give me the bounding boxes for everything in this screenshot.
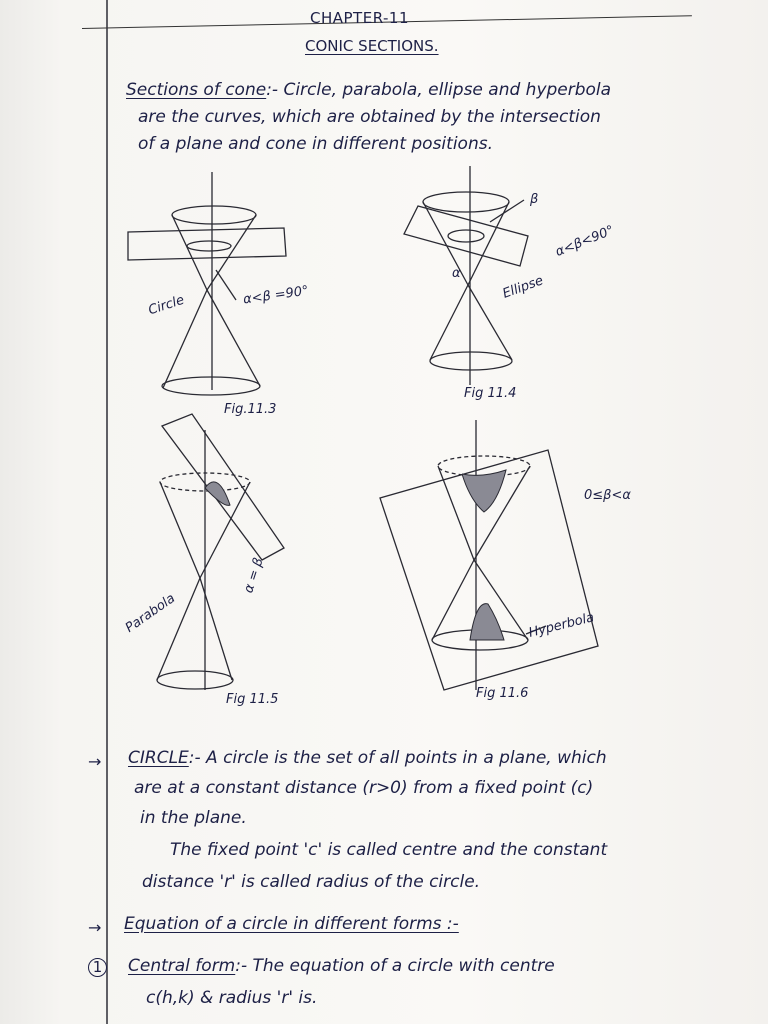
circle-text-1: :- A circle is the set of all points in a plane, which <box>188 748 607 768</box>
circle-line-5: distance 'r' is called radius of the circle. <box>142 872 481 892</box>
circle-line-2: are at a constant distance (r>0) from a fixed point (c) <box>134 778 594 798</box>
fig4-caption: Fig 11.4 <box>464 386 517 401</box>
intro-term: Sections of cone <box>126 80 267 100</box>
chapter-heading: CHAPTER-11 <box>310 9 410 27</box>
fig-ellipse-drawing <box>404 166 528 385</box>
fig6-caption: Fig 11.6 <box>476 686 529 701</box>
central-form-number <box>88 957 107 977</box>
fig-hyperbola-drawing <box>380 420 598 690</box>
fig4-angle: α<β<90° <box>553 222 617 261</box>
circle-line-1 <box>128 748 607 768</box>
circle-term: CIRCLE <box>128 748 189 768</box>
fig3-angle: α<β =90° <box>242 283 310 308</box>
fig4-label: Ellipse <box>500 273 546 302</box>
fig6-angle: 0≤β<α <box>584 488 631 503</box>
central-form-number-badge: 1 <box>88 958 107 977</box>
fig3-label: Circle <box>146 292 187 319</box>
intro-line-3: of a plane and cone in different positions. <box>138 134 493 154</box>
circle-line-4: The fixed point 'c' is called centre and the constant <box>170 840 608 860</box>
central-form-line-1 <box>128 956 555 976</box>
fig5-caption: Fig 11.5 <box>226 692 279 707</box>
fig6-label: Hyperbola <box>527 610 596 641</box>
equation-arrow-icon: → <box>88 918 102 937</box>
page-title: CONIC SECTIONS. <box>305 37 439 55</box>
circle-arrow-icon: → <box>88 752 102 771</box>
fig4-beta: β <box>530 192 539 207</box>
fig3-caption: Fig.11.3 <box>224 402 277 417</box>
circle-line-3: in the plane. <box>140 808 247 828</box>
intro-text-1: :- Circle, parabola, ellipse and hyperbola <box>266 80 612 100</box>
fig5-angle: α = β <box>241 556 267 595</box>
equation-heading: Equation of a circle in different forms :- <box>124 914 459 934</box>
central-form-line-2: c(h,k) & radius 'r' is. <box>146 988 318 1008</box>
central-form-text-1: :- The equation of a circle with centre <box>235 956 555 976</box>
intro-line-2: are the curves, which are obtained by the intersection <box>138 107 601 127</box>
fig5-label: Parabola <box>122 591 179 636</box>
fig4-alpha: α <box>452 266 461 281</box>
fig-parabola-drawing <box>157 414 284 690</box>
central-form-term: Central form <box>128 956 236 976</box>
fig-circle-drawing <box>128 172 286 395</box>
